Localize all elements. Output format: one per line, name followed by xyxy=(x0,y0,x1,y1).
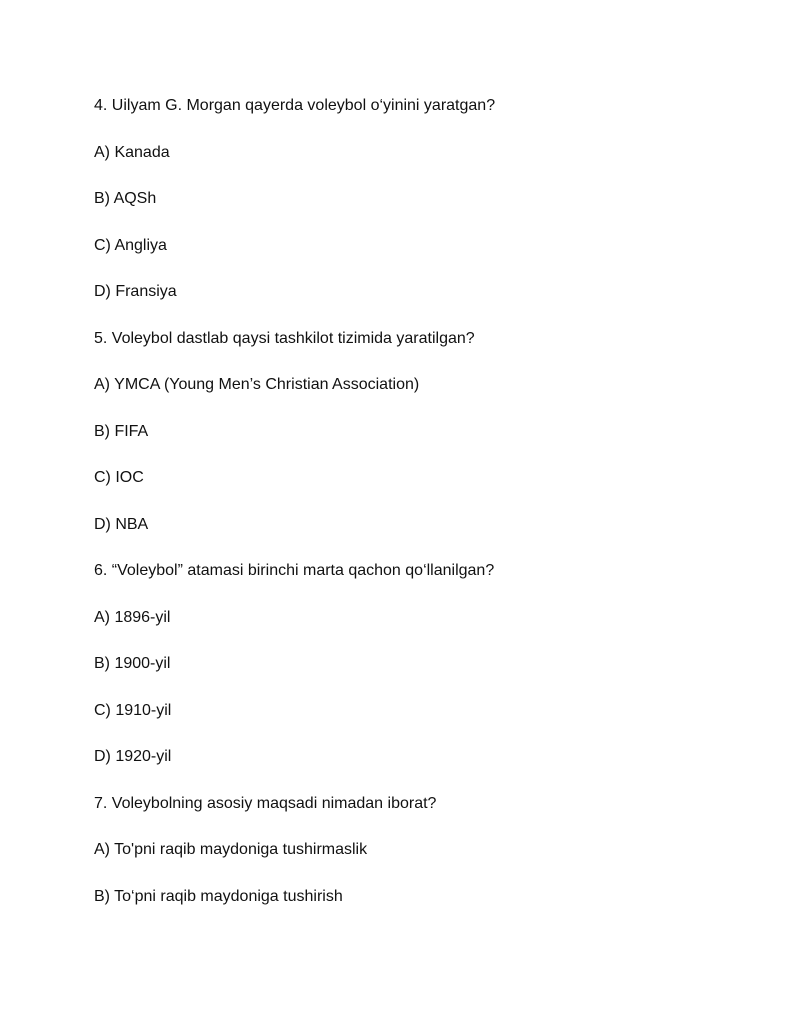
question-6-option-a: A) 1896-yil xyxy=(94,608,171,626)
question-5-option-c: C) IOC xyxy=(94,469,144,486)
question-4-option-d: D) Fransiya xyxy=(94,283,177,300)
question-6-text: 6. “Voleybol” atamasi birinchi marta qachon qo‘llanilgan? xyxy=(94,562,495,579)
question-6-option-c: C) 1910-yil xyxy=(94,701,172,719)
question-4-text: 4. Uilyam G. Morgan qayerda voleybol o‘yinini yaratgan? xyxy=(94,97,496,114)
quiz-content xyxy=(94,93,714,930)
question-5-option-b: B) FIFA xyxy=(94,422,149,440)
question-4-option-c: C) Angliya xyxy=(94,236,167,254)
question-5-option-a: A) YMCA (Young Men’s Christian Association) xyxy=(94,376,420,393)
question-6-option-d: D) 1920-yil xyxy=(94,748,172,765)
question-7-option-b: B) To‘pni raqib maydoniga tushirish xyxy=(94,887,343,905)
question-5-text: 5. Voleybol dastlab qaysi tashkilot tizimida yaratilgan? xyxy=(94,329,475,347)
question-7-text: 7. Voleybolning asosiy maqsadi nimadan iborat? xyxy=(94,794,437,812)
question-4-option-a: A) Kanada xyxy=(94,143,170,161)
question-6-option-b: B) 1900-yil xyxy=(94,655,171,672)
question-4-option-b: B) AQSh xyxy=(94,190,157,207)
question-5-option-d: D) NBA xyxy=(94,515,149,533)
question-7-option-a: A) To'pni raqib maydoniga tushirmaslik xyxy=(94,841,368,858)
